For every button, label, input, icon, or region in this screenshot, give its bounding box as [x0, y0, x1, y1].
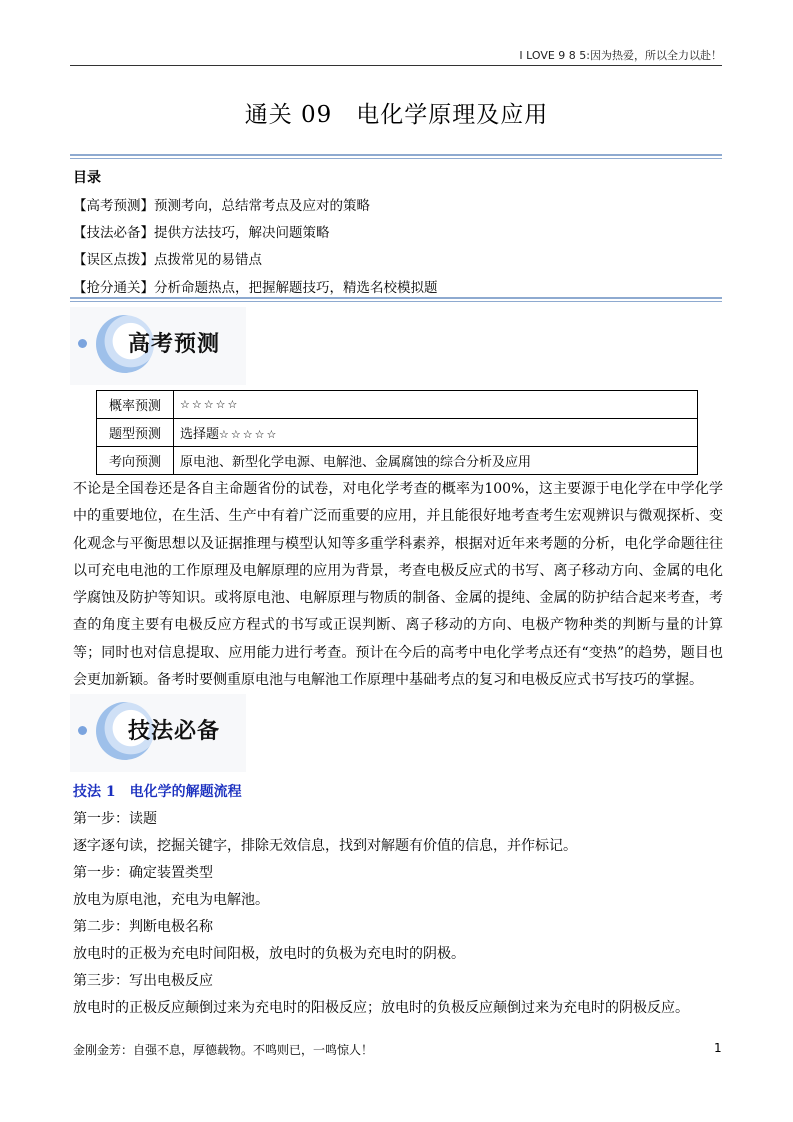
toc-item: 【抢分通关】分析命题热点，把握解题技巧，精选名校模拟题: [73, 280, 438, 296]
toc-heading: 目录: [73, 170, 101, 186]
method-line: 第一步：读题: [73, 811, 157, 827]
page-header: I LOVE 9 8 5:因为热爱，所以全力以赴！: [519, 49, 722, 62]
page-title: 通关 09 电化学原理及应用: [244, 102, 549, 128]
page-number: 1: [714, 1041, 722, 1055]
banner-dot-icon: [78, 726, 87, 735]
table-row: [97, 419, 698, 447]
method-line: 放电为原电池，充电为电解池。: [73, 892, 269, 908]
forecast-paragraph: 不论是全国卷还是各自主命题省份的试卷，对电化学考查的概率为100%，这主要源于电化学在中学化学中的重要地位，在生活、生产中有着广泛而重要的应用，并且能很好地考查考生宏观辨识与微观探析、变化观念与平衡思想以及证据推理与模型认知等多重学科素养，根据对近年来考题的分析，电化学命题往往以可充电电池的工作原理及电解原理的应用为背景，考查电极反应式的书写、离子移动方向、金属的电化学腐蚀及防护等知识。或将原电池、电解原理与物质的制备、金属的提纯、金属的防护结合起来考查，考查的角度主要有电极反应方程式的书写或正误判断、离子移动的方向、电极产物种类的判断与量的计算等；同时也对信息提取、应用能力进行考查。预计在今后的高考中电化学考点还有“变热”的趋势，题目也会更加新颖。备考时要侧重原电池与电解池工作原理中基础考点的复习和电极反应式书写技巧的掌握。: [73, 481, 723, 689]
method-line: 放电时的正极为充电时间阳极，放电时的负极为充电时的阴极。: [73, 946, 465, 962]
method-line: 第二步：判断电极名称: [73, 919, 213, 935]
table-key: 考向预测: [97, 447, 174, 475]
toc-item: 【技法必备】提供方法技巧，解决问题策略: [73, 225, 330, 241]
star-rating: ☆☆☆☆☆: [219, 428, 279, 441]
star-rating: ☆☆☆☆☆: [180, 398, 240, 411]
table-value: [174, 447, 698, 475]
banner-label: 技法必备: [128, 719, 221, 744]
banner-label: 高考预测: [128, 332, 221, 357]
footer-motto: 金刚金芳：自强不息，厚德载物。不鸣则已，一鸣惊人！: [73, 1043, 374, 1057]
table-value: [174, 419, 698, 447]
method-line: 逐字逐句读，挖掘关键字，排除无效信息，找到对解题有价值的信息，并作标记。: [73, 838, 577, 854]
forecast-table: [96, 390, 698, 475]
toc-item: 【高考预测】预测考向，总结常考点及应对的策略: [73, 198, 370, 214]
table-key: 概率预测: [97, 391, 174, 419]
toc-item: 【误区点拨】点拨常见的易错点: [73, 252, 262, 268]
table-row: [97, 391, 698, 419]
value-prefix: 原电池、新型化学电源、电解池、金属腐蚀的综合分析及应用: [180, 455, 532, 470]
method-line: 第三步：写出电极反应: [73, 973, 213, 989]
table-value: [174, 391, 698, 419]
title-double-rule: [70, 154, 722, 159]
banner-dot-icon: [78, 339, 87, 348]
method-line: 放电时的正极反应颠倒过来为充电时的阳极反应；放电时的负极反应颠倒过来为充电时的阴极反应。: [73, 1000, 689, 1016]
table-key: 题型预测: [97, 419, 174, 447]
table-row: [97, 447, 698, 475]
method-subheading: 技法 1 电化学的解题流程: [73, 784, 242, 800]
section-banner-forecast: [70, 307, 246, 385]
header-rule: [70, 65, 722, 66]
value-prefix: 选择题: [180, 427, 220, 442]
method-line: 第一步：确定装置类型: [73, 865, 213, 881]
section-banner-methods: [70, 694, 246, 772]
toc-double-rule: [70, 297, 722, 302]
